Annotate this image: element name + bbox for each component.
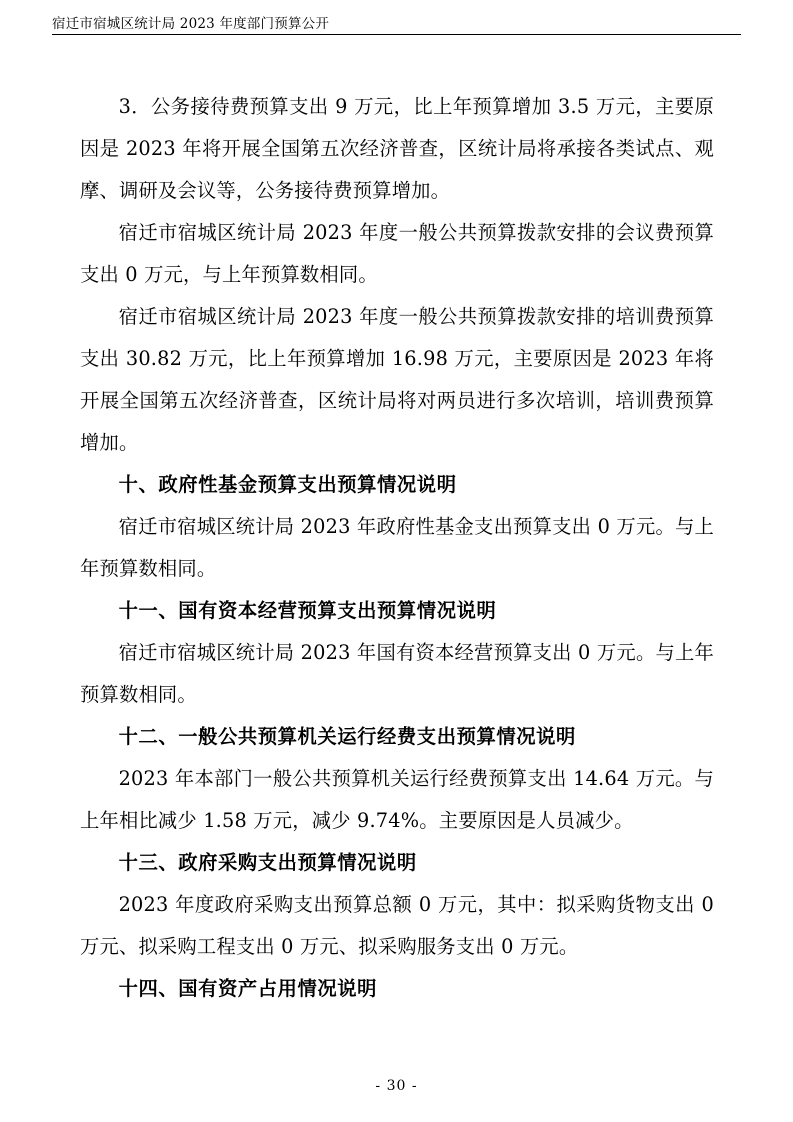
page-header: 宿迁市宿城区统计局 2023 年度部门预算公开 <box>52 16 330 32</box>
heading-state-capital-operation: 十一、国有资本经营预算支出预算情况说明 <box>118 599 497 622</box>
paragraph-hospitality-fee: 3．公务接待费预算支出 9 万元，比上年预算增加 3.5 万元，主要原因是 2023 年将开展全国第五次经济普查，区统计局将承接各类试点、观摩、调研及会议等，公务接待费预算增加。 <box>80 95 714 202</box>
document-content <box>80 86 714 1010</box>
paragraph-meeting-fee: 宿迁市宿城区统计局 2023 年度一般公共预算拨款安排的会议费预算支出 0 万元，与上年预算数相同。 <box>80 221 714 286</box>
heading-government-procurement: 十三、政府采购支出预算情况说明 <box>118 851 417 874</box>
page-number: - 30 - <box>375 1078 418 1094</box>
paragraph-training-fee: 宿迁市宿城区统计局 2023 年度一般公共预算拨款安排的培训费预算支出 30.82 万元，比上年预算增加 16.98 万元，主要原因是 2023 年将开展全国第五次经济普查，区统计局将对两员进行多次培训，培训费预算增加。 <box>80 305 714 454</box>
heading-state-asset-occupation: 十四、国有资产占用情况说明 <box>118 977 378 1000</box>
paragraph-agency-operating-expenses: 2023 年本部门一般公共预算机关运行经费预算支出 14.64 万元。与上年相比减少 1.58 万元，减少 9.74%。主要原因是人员减少。 <box>80 767 714 832</box>
header-divider <box>52 34 741 35</box>
paragraph-government-fund-budget: 宿迁市宿城区统计局 2023 年政府性基金支出预算支出 0 万元。与上年预算数相同。 <box>80 515 714 580</box>
paragraph-state-capital-operation: 宿迁市宿城区统计局 2023 年国有资本经营预算支出 0 万元。与上年预算数相同。 <box>80 641 714 706</box>
heading-government-fund-budget: 十、政府性基金预算支出预算情况说明 <box>118 473 457 496</box>
heading-agency-operating-expenses: 十二、一般公共预算机关运行经费支出预算情况说明 <box>118 725 576 748</box>
paragraph-government-procurement: 2023 年度政府采购支出预算总额 0 万元，其中：拟采购货物支出 0 万元、拟采购工程支出 0 万元、拟采购服务支出 0 万元。 <box>80 893 714 958</box>
